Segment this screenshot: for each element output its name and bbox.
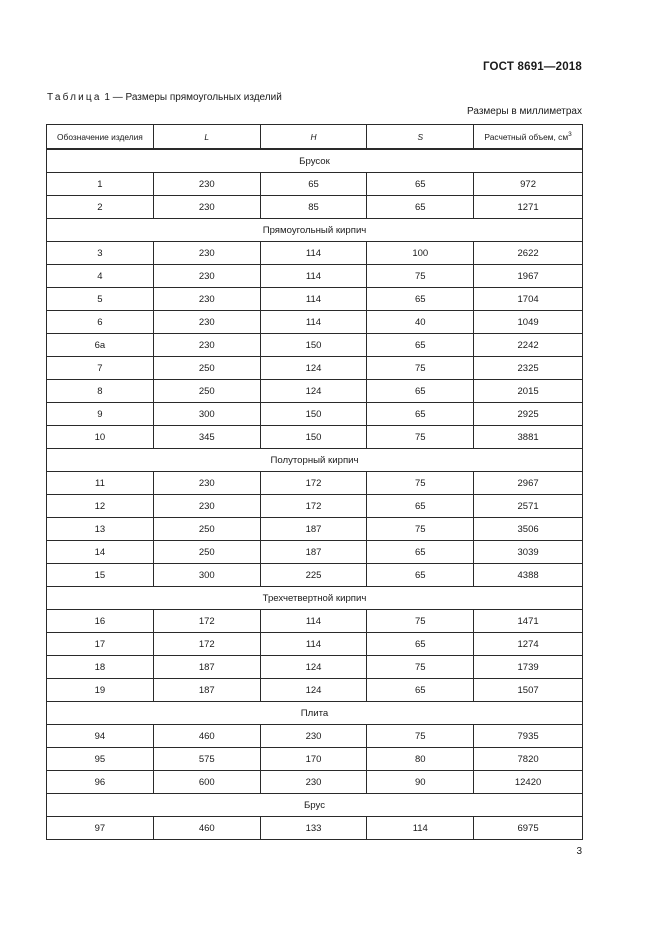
cell-length: 460 [153,725,260,748]
table-row [47,380,583,403]
group-title: Брус [47,794,583,817]
cell-length: 230 [153,242,260,265]
cell-length: 600 [153,771,260,794]
cell-height: 124 [260,679,367,702]
table-row [47,173,583,196]
table-row [47,610,583,633]
cell-height: 172 [260,495,367,518]
cell-length: 230 [153,472,260,495]
cell-designation: 1 [47,173,154,196]
cell-thickness: 75 [367,725,474,748]
cell-height: 65 [260,173,367,196]
cell-thickness: 65 [367,541,474,564]
cell-volume: 1507 [474,679,583,702]
cell-designation: 15 [47,564,154,587]
table-row [47,518,583,541]
cell-length: 345 [153,426,260,449]
group-row [47,794,583,817]
cell-height: 187 [260,518,367,541]
cell-length: 575 [153,748,260,771]
cell-height: 230 [260,725,367,748]
cell-height: 133 [260,817,367,840]
cell-height: 225 [260,564,367,587]
table-row [47,564,583,587]
caption-number: 1 [104,92,110,103]
table-row [47,242,583,265]
cell-volume: 4388 [474,564,583,587]
cell-volume: 2925 [474,403,583,426]
table-header-row [47,125,583,149]
cell-length: 230 [153,265,260,288]
cell-designation: 3 [47,242,154,265]
cell-designation: 11 [47,472,154,495]
cell-designation: 10 [47,426,154,449]
cell-volume: 2325 [474,357,583,380]
cell-designation: 9 [47,403,154,426]
cell-designation: 14 [47,541,154,564]
cell-length: 250 [153,518,260,541]
table-row [47,403,583,426]
cell-length: 250 [153,541,260,564]
cell-thickness: 75 [367,357,474,380]
cell-height: 124 [260,656,367,679]
cell-thickness: 65 [367,173,474,196]
cell-height: 114 [260,288,367,311]
cell-thickness: 75 [367,656,474,679]
cell-designation: 7 [47,357,154,380]
cell-thickness: 65 [367,380,474,403]
header-volume-label: Расчетный объем, см [484,132,569,142]
cell-volume: 2571 [474,495,583,518]
table-row [47,426,583,449]
group-title: Брусок [47,150,583,173]
cell-designation: 17 [47,633,154,656]
cell-thickness: 75 [367,610,474,633]
cell-thickness: 65 [367,334,474,357]
cell-thickness: 80 [367,748,474,771]
cell-height: 170 [260,748,367,771]
cell-height: 172 [260,472,367,495]
cell-height: 124 [260,380,367,403]
group-row [47,702,583,725]
cell-length: 250 [153,357,260,380]
cell-height: 150 [260,334,367,357]
table-row [47,748,583,771]
cell-thickness: 65 [367,679,474,702]
cell-designation: 12 [47,495,154,518]
header-height: H [260,125,367,149]
cell-volume: 972 [474,173,583,196]
cell-volume: 1704 [474,288,583,311]
cell-designation: 96 [47,771,154,794]
group-title: Полуторный кирпич [47,449,583,472]
cell-designation: 94 [47,725,154,748]
dimensions-table [46,124,583,840]
cell-length: 230 [153,196,260,219]
table-row [47,541,583,564]
cell-height: 114 [260,242,367,265]
cell-thickness: 75 [367,472,474,495]
cell-designation: 2 [47,196,154,219]
group-row [47,219,583,242]
caption-label: Таблица [47,92,102,103]
table-row [47,495,583,518]
cell-volume: 6975 [474,817,583,840]
cell-thickness: 65 [367,196,474,219]
cell-height: 187 [260,541,367,564]
cell-length: 230 [153,288,260,311]
cell-volume: 7935 [474,725,583,748]
table-row [47,771,583,794]
cell-volume: 1471 [474,610,583,633]
cell-thickness: 65 [367,288,474,311]
cell-length: 187 [153,679,260,702]
table-row [47,656,583,679]
table-body [47,150,583,840]
cell-volume: 2622 [474,242,583,265]
group-title: Плита [47,702,583,725]
cell-height: 85 [260,196,367,219]
cell-length: 300 [153,403,260,426]
cell-volume: 3881 [474,426,583,449]
table-row [47,334,583,357]
cell-height: 114 [260,265,367,288]
header-length: L [153,125,260,149]
cell-thickness: 65 [367,633,474,656]
group-title: Прямоугольный кирпич [47,219,583,242]
cell-volume: 12420 [474,771,583,794]
header-thickness: S [367,125,474,149]
cell-height: 114 [260,610,367,633]
table-row [47,725,583,748]
cell-designation: 16 [47,610,154,633]
caption-title: — Размеры прямоугольных изделий [112,92,282,103]
cell-volume: 2967 [474,472,583,495]
cell-length: 230 [153,495,260,518]
cell-length: 460 [153,817,260,840]
cell-length: 230 [153,311,260,334]
group-row [47,449,583,472]
cell-designation: 6а [47,334,154,357]
cell-thickness: 75 [367,426,474,449]
cell-thickness: 75 [367,265,474,288]
cell-volume: 2015 [474,380,583,403]
cell-designation: 19 [47,679,154,702]
table-row [47,633,583,656]
cell-volume: 2242 [474,334,583,357]
cell-volume: 1274 [474,633,583,656]
units-note: Размеры в миллиметрах [467,106,582,117]
cell-length: 230 [153,334,260,357]
group-row [47,150,583,173]
table-row [47,265,583,288]
cell-length: 230 [153,173,260,196]
cell-designation: 95 [47,748,154,771]
cell-length: 172 [153,633,260,656]
cell-length: 187 [153,656,260,679]
cell-volume: 3506 [474,518,583,541]
cell-height: 114 [260,311,367,334]
cell-thickness: 40 [367,311,474,334]
cell-designation: 97 [47,817,154,840]
cell-length: 250 [153,380,260,403]
cell-height: 230 [260,771,367,794]
cell-volume: 1967 [474,265,583,288]
table-caption [47,92,282,103]
cell-thickness: 100 [367,242,474,265]
table-row [47,196,583,219]
cell-designation: 5 [47,288,154,311]
cell-height: 150 [260,403,367,426]
cell-height: 150 [260,426,367,449]
cell-thickness: 114 [367,817,474,840]
cell-designation: 18 [47,656,154,679]
document-code: ГОСТ 8691—2018 [482,61,582,73]
table-row [47,472,583,495]
header-volume-sup: 3 [568,131,572,138]
cell-volume: 7820 [474,748,583,771]
table-row [47,679,583,702]
cell-volume: 1739 [474,656,583,679]
cell-volume: 1271 [474,196,583,219]
cell-volume: 1049 [474,311,583,334]
cell-designation: 13 [47,518,154,541]
cell-designation: 4 [47,265,154,288]
header-volume [474,125,583,149]
cell-height: 114 [260,633,367,656]
cell-height: 124 [260,357,367,380]
cell-volume: 3039 [474,541,583,564]
cell-designation: 6 [47,311,154,334]
table-row [47,288,583,311]
cell-length: 172 [153,610,260,633]
cell-designation: 8 [47,380,154,403]
table-row [47,357,583,380]
group-row [47,587,583,610]
cell-thickness: 65 [367,495,474,518]
table-row [47,817,583,840]
cell-thickness: 65 [367,564,474,587]
cell-length: 300 [153,564,260,587]
page-number: 3 [576,846,582,857]
table-row [47,311,583,334]
cell-thickness: 90 [367,771,474,794]
header-designation: Обозначение изделия [47,125,154,149]
cell-thickness: 75 [367,518,474,541]
cell-thickness: 65 [367,403,474,426]
group-title: Трехчетвертной кирпич [47,587,583,610]
